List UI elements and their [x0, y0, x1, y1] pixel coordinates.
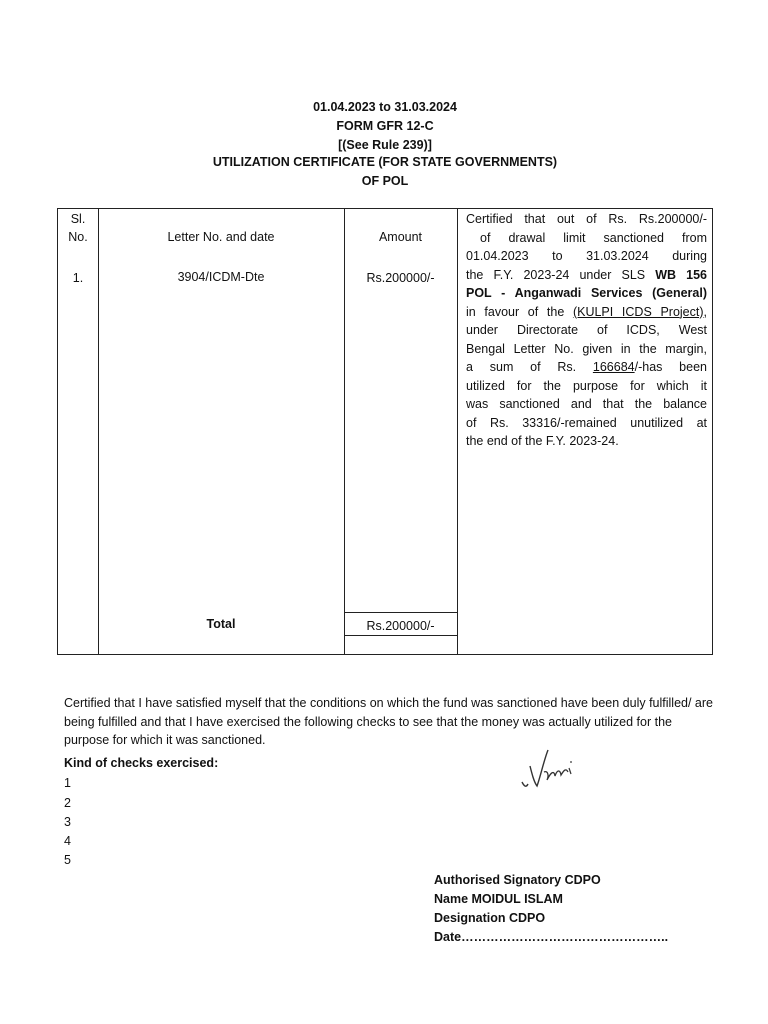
- rule-heading: [(See Rule 239)]: [338, 138, 432, 152]
- cert-has-been: /-has been: [634, 360, 707, 374]
- cert-line: was sanctioned and that the balance: [466, 397, 707, 411]
- declaration-paragraph: Certified that I have satisfied myself that the conditions on which the fund was sanctioned have been duly fulfilled/ are being fulfilled and that I have exercised the following checks to see that the money was actually utilized for the purpose for which it was sanctioned.: [64, 696, 713, 747]
- cert-sum-label: a sum of Rs.: [466, 360, 593, 374]
- period-heading: 01.04.2023 to 31.03.2024: [313, 100, 457, 114]
- sl-header-line2: No.: [68, 230, 88, 244]
- cert-dates: 01.04.2023 to 31.03.2024: [466, 249, 649, 263]
- signatory-date: Date…………………………………………..: [434, 930, 669, 944]
- check-item: 3: [64, 815, 71, 829]
- row-letter-no: 3904/ICDM-Dte: [177, 270, 265, 284]
- signatory-designation: Designation CDPO: [434, 911, 546, 925]
- cert-infavour: in favour of the: [466, 304, 573, 319]
- cert-line: [466, 358, 707, 377]
- cert-line: utilized for the purpose for which it: [466, 378, 707, 393]
- cert-scheme-name: POL - Anganwadi Services (General): [466, 286, 707, 300]
- cert-line: Bengal Letter No. given in the margin,: [466, 341, 707, 356]
- cert-during: during: [672, 249, 707, 263]
- column-divider: [457, 209, 458, 654]
- certificate-subtitle: OF POL: [361, 174, 409, 188]
- cert-utilized-amount: 166684: [592, 360, 635, 374]
- handwritten-signature: [518, 742, 580, 792]
- cert-project-name: (KULPI ICDS Project): [572, 304, 704, 319]
- check-item: 2: [64, 796, 71, 810]
- check-item: 1: [64, 776, 71, 790]
- amount-header: Amount: [378, 230, 423, 244]
- check-item: 5: [64, 853, 71, 867]
- cert-line: [466, 303, 707, 322]
- cert-line: under Directorate of ICDS, West: [466, 323, 707, 337]
- cert-comma: ,: [703, 304, 707, 319]
- checks-title: Kind of checks exercised:: [64, 756, 219, 770]
- certificate-title: UTILIZATION CERTIFICATE (FOR STATE GOVERNMENTS): [212, 155, 558, 169]
- signatory-title: Authorised Signatory CDPO: [434, 873, 601, 887]
- cert-scheme-code: WB 156: [655, 267, 708, 282]
- sl-header-line1: Sl.: [70, 212, 86, 226]
- cert-line: Certified that out of Rs. Rs.200000/-: [466, 212, 707, 226]
- cert-line: [466, 247, 707, 266]
- certificate-text: [466, 210, 707, 451]
- form-heading: FORM GFR 12-C: [336, 119, 434, 133]
- cert-line: of drawal limit sanctioned from: [480, 230, 707, 245]
- total-row-bottom-line: [344, 635, 458, 636]
- cert-line: the end of the F.Y. 2023-24.: [466, 434, 619, 448]
- total-row-top-line: [344, 612, 458, 613]
- cert-line: of Rs. 33316/-remained unutilized at: [466, 415, 707, 430]
- signatory-name: Name MOIDUL ISLAM: [434, 892, 563, 906]
- total-label: Total: [206, 617, 236, 631]
- total-amount: Rs.200000/-: [366, 619, 435, 633]
- letter-no-header: Letter No. and date: [167, 230, 275, 244]
- row-sl-no: 1.: [72, 271, 84, 285]
- row-amount: Rs.200000/-: [366, 271, 435, 285]
- sl-no-header: [58, 210, 98, 246]
- check-item: 4: [64, 834, 71, 848]
- cert-line: [466, 266, 707, 285]
- cert-fy: the F.Y. 2023-24 under SLS: [466, 267, 656, 282]
